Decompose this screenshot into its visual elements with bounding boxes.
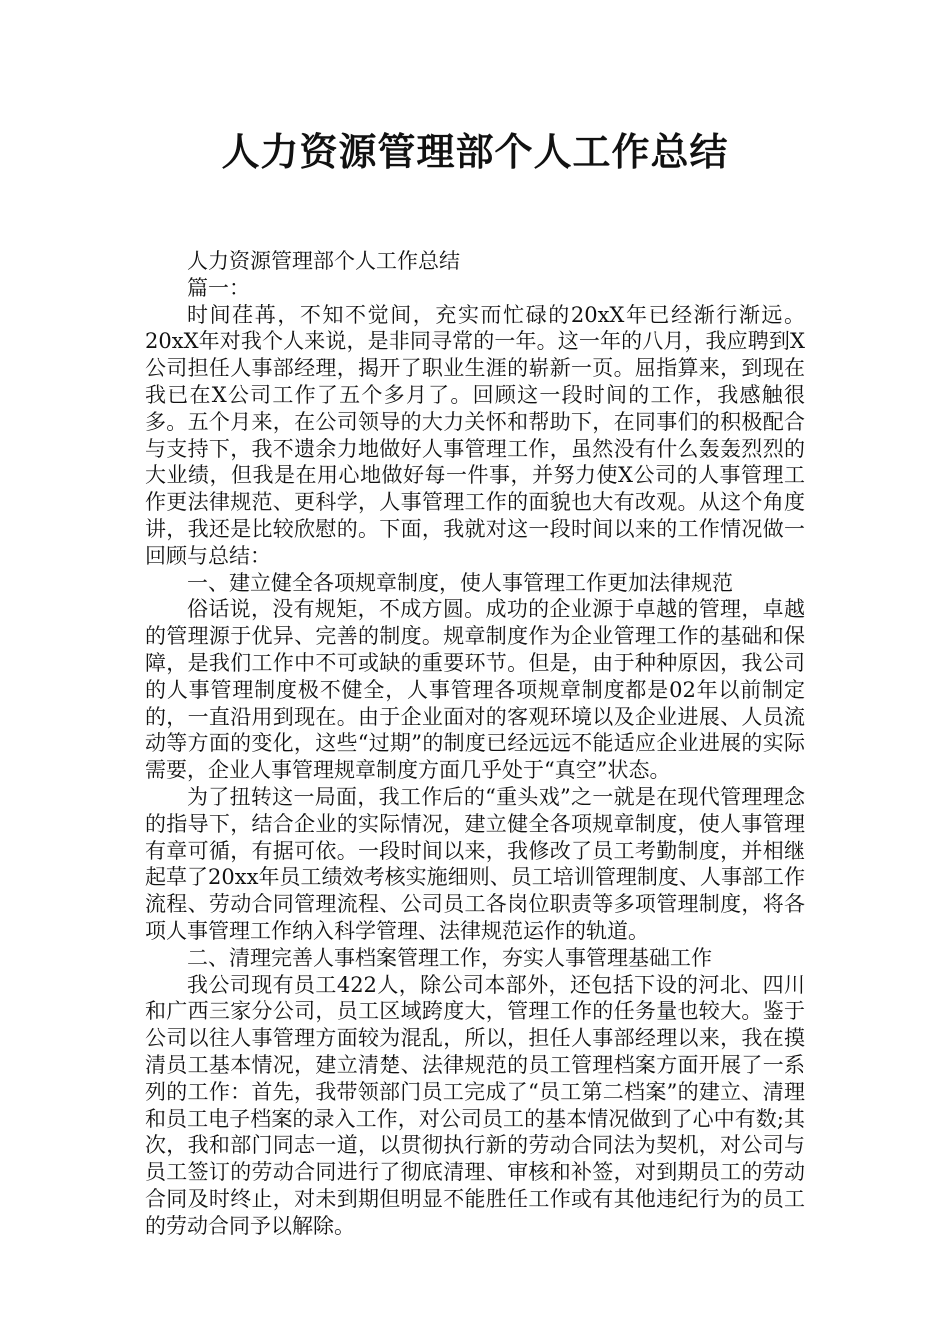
section-heading: 一、建立健全各项规章制度，使人事管理工作更加法律规范	[187, 570, 733, 595]
section-heading: 二、清理完善人事档案管理工作，夯实人事管理基础工作	[187, 945, 712, 970]
section-label: 篇一：	[187, 275, 250, 300]
paragraph: 为了扭转这一局面，我工作后的“重头戏”之一就是在现代管理理念的指导下，结合企业的实际情况，建立健全各项规章制度，使人事管理有章可循，有据可依。一段时间以来，我修改了员工考勤制度，并相继起草了20xx年员工绩效考核实施细则、员工培训管理制度、人事部工作流程、劳动合同管理流程、公司员工各岗位职责等多项管理制度，将各项人事管理工作纳入科学管理、法律规范运作的轨道。	[145, 784, 805, 943]
body-heading: 人力资源管理部个人工作总结	[187, 249, 460, 273]
document-title: 人力资源管理部个人工作总结	[221, 130, 729, 174]
paragraph: 时间荏苒，不知不觉间，充实而忙碌的20xX年已经渐行渐远。20xX年对我个人来说，是非同寻常的一年。这一年的八月，我应聘到X公司担任人事部经理，揭开了职业生涯的崭新一页。屈指算来，到现在我已在X公司工作了五个多月了。回顾这一段时间的工作，我感触很多。五个月来，在公司领导的大力关怀和帮助下，在同事们的积极配合与支持下，我不遗余力地做好人事管理工作，虽然没有什么轰轰烈烈的大业绩，但我是在用心地做好每一件事，并努力使X公司的人事管理工作更法律规范、更科学，人事管理工作的面貌也大有改观。从这个角度讲，我还是比较欣慰的。下面，我就对这一段时间以来的工作情况做一回顾与总结：	[145, 302, 805, 568]
paragraph: 俗话说，没有规矩，不成方圆。成功的企业源于卓越的管理，卓越的管理源于优异、完善的制度。规章制度作为企业管理工作的基础和保障，是我们工作中不可或缺的重要环节。但是，由于种种原因，我公司的人事管理制度极不健全，人事管理各项规章制度都是02年以前制定的，一直沿用到现在。由于企业面对的客观环境以及企业进展、人员流动等方面的变化，这些“过期”的制度已经远远不能适应企业进展的实际需要，企业人事管理规章制度方面几乎处于“真空”状态。	[145, 597, 805, 783]
paragraph: 我公司现有员工422人，除公司本部外，还包括下设的河北、四川和广西三家分公司，员工区域跨度大，管理工作的任务量也较大。鉴于公司以往人事管理方面较为混乱，所以，担任人事部经理以来，我在摸清员工基本情况，建立清楚、法律规范的员工管理档案方面开展了一系列的工作：首先，我带领部门员工完成了“员工第二档案”的建立、清理和员工电子档案的录入工作，对公司员工的基本情况做到了心中有数;其次，我和部门同志一道，以贯彻执行新的劳动合同法为契机，对公司与员工签订的劳动合同进行了彻底清理、审核和补签，对到期员工的劳动合同及时终止，对未到期但明显不能胜任工作或有其他违纪行为的员工的劳动合同予以解除。	[145, 972, 805, 1238]
document-body	[145, 248, 805, 1239]
